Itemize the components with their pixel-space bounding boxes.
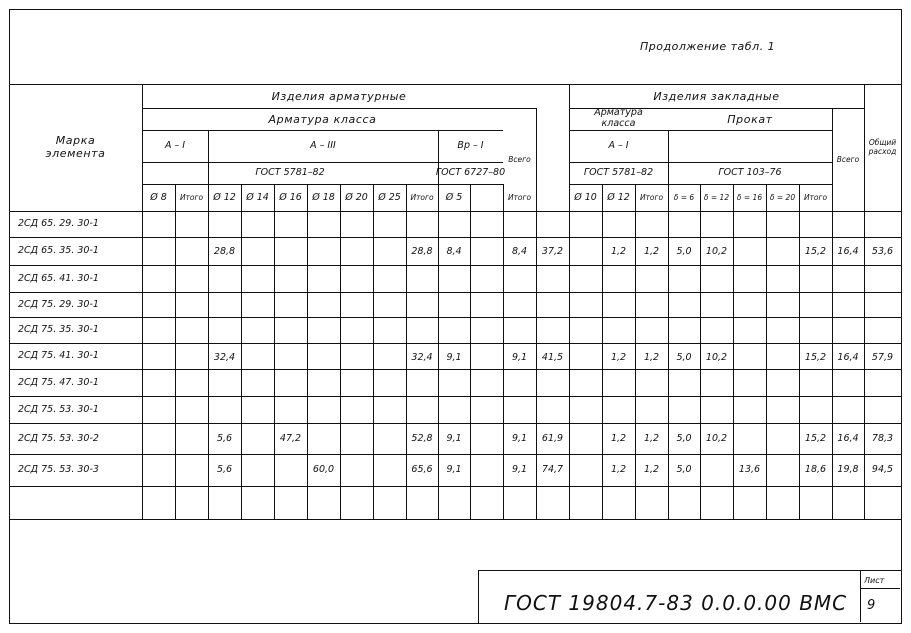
value-cell: 5,6 <box>216 432 233 444</box>
overall-heading-line: Общий <box>868 137 897 147</box>
emb-products-heading: Изделия закладные <box>653 89 780 103</box>
grid-line <box>766 184 767 519</box>
value-cell: 8,4 <box>511 245 528 257</box>
value-cell: 8,4 <box>446 245 462 257</box>
row-rule <box>9 343 142 344</box>
sheet-number: 9 <box>867 598 876 613</box>
value-cell: 9,1 <box>446 351 462 363</box>
column-heading: δ = 12 <box>703 192 730 202</box>
column-heading: Ø 18 <box>312 191 335 203</box>
element-mark: 2СД 75. 35. 30-1 <box>18 324 99 335</box>
value-cell: 41,5 <box>541 351 564 363</box>
value-cell: 60,0 <box>312 464 335 476</box>
column-heading: Ø 14 <box>246 191 269 203</box>
gost-103-heading: ГОСТ 103–76 <box>718 167 782 179</box>
sheet-label: Лист <box>864 576 885 585</box>
grid-line <box>241 184 242 519</box>
continuation-caption: Продолжение табл. 1 <box>640 40 776 53</box>
element-mark: 2СД 65. 41. 30-1 <box>18 272 99 284</box>
element-mark-heading-line: элемента <box>45 146 106 160</box>
value-cell: 16,4 <box>837 351 859 363</box>
emb-rebar-class-heading <box>569 108 668 130</box>
column-heading: Итого <box>803 192 828 202</box>
emb-rebar-class-heading-line: Арматура <box>594 107 643 119</box>
value-cell: 32,4 <box>411 351 433 363</box>
document-code: ГОСТ 19804.7-83 0.0.0.00 ВМС <box>504 591 848 615</box>
value-cell: 52,8 <box>411 432 433 444</box>
value-cell: 37,2 <box>541 245 564 257</box>
grid-line <box>470 184 471 519</box>
value-cell: 47,2 <box>279 432 302 444</box>
row-rule <box>9 265 142 266</box>
value-cell: 10,2 <box>705 432 728 444</box>
rebar-class-heading: Арматура класса <box>268 112 377 126</box>
row-rule <box>9 519 901 520</box>
value-cell: 1,2 <box>643 245 660 257</box>
value-cell: 1,2 <box>643 464 660 476</box>
column-heading: Ø 5 <box>445 191 463 203</box>
element-mark: 2СД 75. 29. 30-1 <box>18 298 99 310</box>
value-cell: 13,6 <box>738 464 761 476</box>
emb-class-a1-heading: А – I <box>608 140 629 152</box>
column-heading: Итого <box>179 192 204 202</box>
value-cell: 78,3 <box>871 432 894 444</box>
reinf-products-heading: Изделия арматурные <box>271 89 407 103</box>
column-heading: Ø 8 <box>150 191 167 203</box>
element-mark: 2СД 75. 41. 30-1 <box>18 350 99 361</box>
value-cell: 15,2 <box>804 432 827 444</box>
value-cell: 32,4 <box>213 351 236 363</box>
column-heading: Ø 20 <box>345 191 368 203</box>
value-cell: 1,2 <box>643 351 660 363</box>
grid-line <box>175 184 176 519</box>
value-cell: 9,1 <box>446 432 462 444</box>
row-rule <box>9 369 142 370</box>
class-a1-heading: А – I <box>164 140 186 152</box>
column-heading: δ = 20 <box>769 192 796 202</box>
value-cell: 28,8 <box>411 245 433 257</box>
value-cell: 18,6 <box>804 464 827 476</box>
title-block <box>478 570 901 623</box>
value-cell: 28,8 <box>213 245 236 257</box>
emb-gost-5781-heading: ГОСТ 5781–82 <box>583 167 654 179</box>
row-rule <box>9 396 142 397</box>
class-bp1-heading: Вр – I <box>457 140 484 152</box>
overall-heading-line: расход <box>868 146 897 156</box>
element-mark: 2СД 65. 29. 30-1 <box>18 218 99 229</box>
column-heading: Ø 25 <box>378 191 401 203</box>
element-mark: 2СД 75. 47. 30-1 <box>18 376 99 388</box>
emb-total-heading: Всего <box>836 154 860 164</box>
reinf-total-heading: Всего <box>508 154 531 164</box>
column-heading: Ø 12 <box>213 191 236 203</box>
value-cell: 65,6 <box>411 464 433 476</box>
value-cell: 10,2 <box>705 245 728 257</box>
element-mark-heading <box>9 84 142 211</box>
value-cell: 61,9 <box>541 432 564 444</box>
value-cell: 9,1 <box>511 464 528 476</box>
gost-6727-heading: ГОСТ 6727–80 <box>435 167 506 179</box>
title-block-rule <box>860 588 900 589</box>
value-cell: 19,8 <box>837 464 859 476</box>
element-mark: 2СД 75. 53. 30-2 <box>18 432 99 444</box>
grid-line <box>274 184 275 519</box>
column-heading: Итого <box>410 192 434 202</box>
value-cell: 1,2 <box>610 351 627 363</box>
element-mark: 2СД 75. 53. 30-3 <box>18 464 99 475</box>
value-cell: 9,1 <box>446 464 462 476</box>
value-cell: 94,5 <box>871 464 894 476</box>
element-mark-heading-line: Марка <box>55 133 96 147</box>
value-cell: 10,2 <box>705 351 728 363</box>
grid-line <box>340 184 341 519</box>
overall-heading <box>864 84 901 211</box>
value-cell: 9,1 <box>511 432 528 444</box>
value-cell: 9,1 <box>511 351 528 363</box>
element-mark: 2СД 65. 35. 30-1 <box>18 245 99 256</box>
value-cell: 5,0 <box>676 351 692 363</box>
value-cell: 5,6 <box>216 464 233 476</box>
value-cell: 1,2 <box>610 432 627 444</box>
row-rule <box>9 237 142 238</box>
value-cell: 1,2 <box>610 245 627 257</box>
column-heading: Итого <box>639 192 664 202</box>
column-heading: Итого <box>507 192 532 202</box>
element-mark: 2СД 75. 53. 30-1 <box>18 403 99 415</box>
value-cell: 5,0 <box>676 464 692 476</box>
title-block-divider <box>860 571 861 622</box>
column-heading: Ø 10 <box>574 191 597 203</box>
value-cell: 1,2 <box>610 464 627 476</box>
value-cell: 1,2 <box>643 432 660 444</box>
value-cell: 15,2 <box>804 351 827 363</box>
value-cell: 74,7 <box>541 464 564 476</box>
value-cell: 16,4 <box>837 245 859 257</box>
value-cell: 15,2 <box>804 245 827 257</box>
emb-rebar-class-heading-line: класса <box>601 118 636 129</box>
value-cell: 5,0 <box>676 245 692 257</box>
gost-5781-heading: ГОСТ 5781–82 <box>255 167 325 179</box>
column-heading: Ø 16 <box>279 191 302 203</box>
column-heading: Ø 12 <box>607 191 630 203</box>
class-a3-heading: А – III <box>310 140 336 152</box>
column-heading: δ = 6 <box>673 192 695 202</box>
row-rule <box>9 423 142 424</box>
value-cell: 53,6 <box>871 245 894 257</box>
grid-line <box>373 184 374 519</box>
value-cell: 57,9 <box>871 351 894 363</box>
rolled-heading: Прокат <box>727 112 773 126</box>
value-cell: 5,0 <box>676 432 692 444</box>
column-heading: δ = 16 <box>736 192 763 202</box>
value-cell: 16,4 <box>837 432 859 444</box>
row-rule <box>9 317 142 318</box>
